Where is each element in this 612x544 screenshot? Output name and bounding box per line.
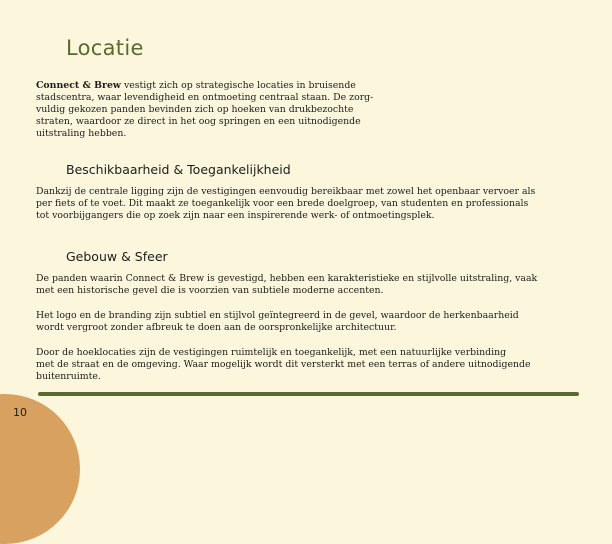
paragraph-line: Het logo en de branding zijn subtiel en stijlvol geïntegreerd in de gevel, waardoor de herkenbaarheid [36,310,519,321]
availability-paragraph [36,186,535,222]
paragraph-line: Dankzij de centrale ligging zijn de vestigingen eenvoudig bereikbaar met zowel het openbaar vervoer als [36,186,536,197]
paragraph-line: buitenruimte. [36,371,101,383]
paragraph-line: tot voorbijgangers die op zoek zijn naar een inspirerende werk- of ontmoetingsplek. [36,210,435,222]
building-paragraph-3 [36,347,531,383]
section-heading-availability: Beschikbaarheid & Toegankelijkheid [66,162,291,177]
intro-line: vuldig gekozen panden bevinden zich op hoeken van drukbezochte [36,104,354,116]
intro-line: uitstraling hebben. [36,128,127,140]
paragraph-line: per fiets of te voet. Dit maakt ze toegankelijk voor een brede doelgroep, van studenten en professionals [36,198,529,210]
paragraph-line: met de straat en de omgeving. Waar mogelijk wordt dit versterkt met een terras of andere uitnodigende [36,359,531,371]
footer-divider [38,392,579,396]
paragraph-line: met een historische gevel die is voorzien van subtiele moderne accenten. [36,285,384,297]
paragraph-line: Door de hoeklocaties zijn de vestigingen ruimtelijk en toegankelijk, met een natuurlijke verbinding [36,347,507,358]
intro-line: straten, waardoor ze direct in het oog springen en een uitnodigende [36,116,361,128]
building-paragraph-2 [36,310,519,334]
brand-name: Connect & Brew [36,80,121,91]
intro-line-1 [36,80,373,92]
intro-line-1-rest: vestigt zich op strategische locaties in bruisende [120,80,356,91]
paragraph-line: wordt vergroot zonder afbreuk te doen aan de oorspronkelijke architectuur. [36,322,397,334]
corner-decoration [0,394,80,544]
paragraph-line: De panden waarin Connect & Brew is gevestigd, hebben een karakteristieke en stijlvolle uitstraling, vaak [36,273,538,284]
intro-line: stadscentra, waar levendigheid en ontmoeting centraal staan. De zorg- [36,92,374,104]
section-heading-building: Gebouw & Sfeer [66,249,168,264]
intro-paragraph [36,80,373,140]
building-paragraph-1 [36,273,537,297]
page-title: Locatie [66,36,144,60]
page-number: 10 [13,406,27,419]
